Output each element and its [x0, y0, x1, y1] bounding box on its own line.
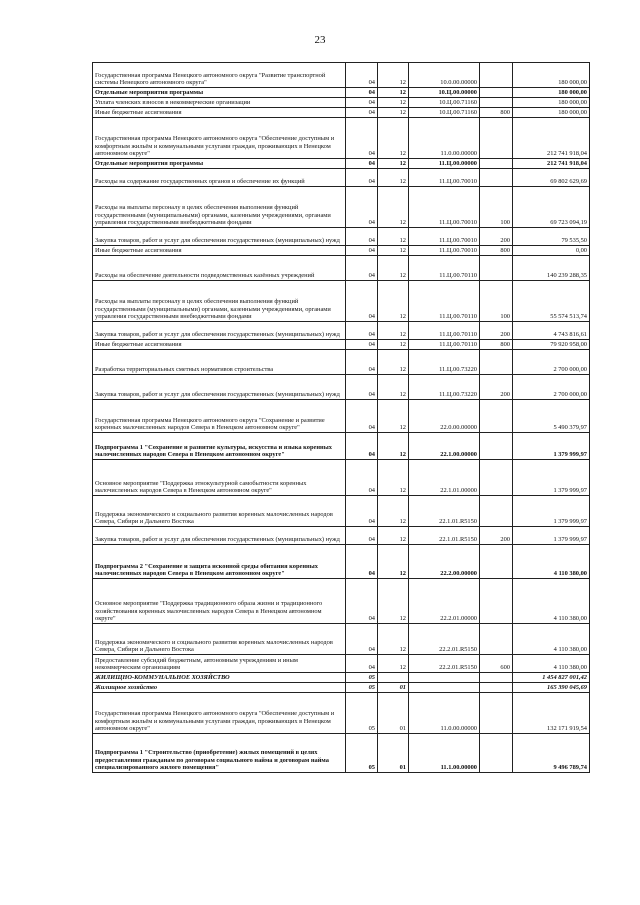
row-target-article: 22.1.01.00000 — [409, 460, 480, 496]
table-row — [93, 322, 590, 340]
row-expense-type: 600 — [480, 655, 513, 673]
row-expense-type — [480, 683, 513, 693]
row-target-article: 10.Ц.00.71160 — [409, 108, 480, 118]
table-row — [93, 88, 590, 98]
row-section-code: 04 — [346, 256, 378, 281]
row-amount: 4 110 380,00 — [513, 579, 590, 624]
row-expense-type — [480, 63, 513, 88]
row-target-article: 11.Ц.00.70010 — [409, 187, 480, 228]
table-row — [93, 734, 590, 773]
row-expense-type — [480, 98, 513, 108]
row-name: Закупка товаров, работ и услуг для обеспечения государственных (муниципальных) нужд — [93, 322, 346, 340]
row-section-code: 04 — [346, 579, 378, 624]
row-expense-type: 200 — [480, 322, 513, 340]
row-target-article: 11.Ц.00.70010 — [409, 169, 480, 187]
table-row — [93, 187, 590, 228]
row-target-article: 22.1.01.R5150 — [409, 496, 480, 527]
row-name: Разработка территориальных сметных нормативов строительства — [93, 350, 346, 375]
row-amount: 79 535,50 — [513, 228, 590, 246]
row-target-article: 22.1.01.R5150 — [409, 527, 480, 545]
row-subsection-code: 12 — [378, 350, 409, 375]
row-name: Отдельные мероприятия программы — [93, 159, 346, 169]
row-section-code: 04 — [346, 187, 378, 228]
row-section-code: 04 — [346, 322, 378, 340]
page-number: 23 — [314, 34, 326, 46]
row-section-code: 04 — [346, 118, 378, 159]
row-subsection-code: 12 — [378, 246, 409, 256]
row-expense-type — [480, 433, 513, 460]
row-section-code: 05 — [346, 673, 378, 683]
row-expense-type — [480, 118, 513, 159]
row-section-code: 05 — [346, 683, 378, 693]
row-target-article: 22.2.01.00000 — [409, 579, 480, 624]
row-amount: 1 379 999,97 — [513, 433, 590, 460]
row-section-code: 04 — [346, 340, 378, 350]
row-section-code: 04 — [346, 159, 378, 169]
row-name: Государственная программа Ненецкого автономного округа "Обеспечение доступным и комфортным жильём и коммунальными услугами граждан, проживающих в Ненецком автономном округе" — [93, 693, 346, 734]
row-amount: 1 379 999,97 — [513, 527, 590, 545]
table-row — [93, 169, 590, 187]
row-section-code: 05 — [346, 734, 378, 773]
table-row — [93, 118, 590, 159]
row-section-code: 04 — [346, 169, 378, 187]
row-target-article: 11.0.00.00000 — [409, 693, 480, 734]
row-subsection-code: 12 — [378, 169, 409, 187]
row-amount: 2 700 000,00 — [513, 375, 590, 400]
row-target-article: 22.2.01.R5150 — [409, 624, 480, 655]
row-name: Государственная программа Ненецкого автономного округа "Развитие транспортной системы Ненецкого автономного округа" — [93, 63, 346, 88]
row-target-article: 11.Ц.00.70110 — [409, 322, 480, 340]
row-target-article: 11.Ц.00.70010 — [409, 246, 480, 256]
row-expense-type — [480, 400, 513, 433]
row-amount: 1 379 999,97 — [513, 460, 590, 496]
row-subsection-code — [378, 673, 409, 683]
row-subsection-code: 12 — [378, 187, 409, 228]
table-row — [93, 693, 590, 734]
row-name: Предоставление субсидий бюджетным, автономным учреждениям и иным некоммерческим организациям — [93, 655, 346, 673]
row-target-article: 11.1.00.00000 — [409, 734, 480, 773]
table-row — [93, 460, 590, 496]
row-name: Расходы на обеспечение деятельности подведомственных казённых учреждений — [93, 256, 346, 281]
table-row — [93, 108, 590, 118]
row-name: ЖИЛИЩНО-КОММУНАЛЬНОЕ ХОЗЯЙСТВО — [93, 673, 346, 683]
table-row — [93, 683, 590, 693]
row-amount: 180 000,00 — [513, 63, 590, 88]
row-section-code: 04 — [346, 375, 378, 400]
row-subsection-code: 12 — [378, 655, 409, 673]
row-expense-type — [480, 460, 513, 496]
row-section-code: 04 — [346, 655, 378, 673]
row-expense-type: 800 — [480, 246, 513, 256]
row-amount: 69 802 629,69 — [513, 169, 590, 187]
row-subsection-code: 12 — [378, 88, 409, 98]
row-amount: 0,00 — [513, 246, 590, 256]
row-section-code: 04 — [346, 545, 378, 579]
row-subsection-code: 12 — [378, 340, 409, 350]
row-expense-type — [480, 88, 513, 98]
row-target-article: 11.Ц.00.00000 — [409, 159, 480, 169]
table-row — [93, 375, 590, 400]
row-section-code: 04 — [346, 246, 378, 256]
row-expense-type — [480, 545, 513, 579]
row-section-code: 04 — [346, 624, 378, 655]
row-amount: 4 743 816,61 — [513, 322, 590, 340]
row-subsection-code: 12 — [378, 579, 409, 624]
row-expense-type: 100 — [480, 281, 513, 322]
row-name: Расходы на выплаты персоналу в целях обеспечения выполнения функций государственными (муниципальными) органами, казенными учреждениями, органами управления государственными внебюджетными фондами — [93, 281, 346, 322]
row-section-code: 04 — [346, 63, 378, 88]
row-name: Закупка товаров, работ и услуг для обеспечения государственных (муниципальных) нужд — [93, 375, 346, 400]
table-row — [93, 545, 590, 579]
row-section-code: 04 — [346, 433, 378, 460]
table-row — [93, 246, 590, 256]
row-amount: 165 390 045,69 — [513, 683, 590, 693]
row-amount: 4 110 380,00 — [513, 655, 590, 673]
row-subsection-code: 01 — [378, 693, 409, 734]
row-section-code: 04 — [346, 108, 378, 118]
row-subsection-code: 12 — [378, 433, 409, 460]
row-subsection-code: 12 — [378, 375, 409, 400]
row-subsection-code: 12 — [378, 98, 409, 108]
row-amount: 9 496 789,74 — [513, 734, 590, 773]
row-name: Подпрограмма 1 "Сохранение и развитие культуры, искусства и языка коренных малочисленных народов Севера в Ненецком автономном округе" — [93, 433, 346, 460]
row-subsection-code: 12 — [378, 624, 409, 655]
row-section-code: 05 — [346, 693, 378, 734]
row-subsection-code: 12 — [378, 108, 409, 118]
row-amount: 5 490 379,97 — [513, 400, 590, 433]
row-expense-type — [480, 256, 513, 281]
row-name: Жилищное хозяйство — [93, 683, 346, 693]
row-name: Закупка товаров, работ и услуг для обеспечения государственных (муниципальных) нужд — [93, 527, 346, 545]
row-amount: 55 574 513,74 — [513, 281, 590, 322]
row-subsection-code: 01 — [378, 734, 409, 773]
row-name: Иные бюджетные ассигнования — [93, 340, 346, 350]
row-amount: 69 723 094,19 — [513, 187, 590, 228]
row-expense-type: 800 — [480, 340, 513, 350]
row-name: Государственная программа Ненецкого автономного округа "Сохранение и развитие коренных малочисленных народов Севера в Ненецком автономном округе" — [93, 400, 346, 433]
row-name: Подпрограмма 1 "Строительство (приобретение) жилых помещений в целях предоставления гражданам по договорам социального найма и договорам найма специализированного жилого помещения" — [93, 734, 346, 773]
row-name: Отдельные мероприятия программы — [93, 88, 346, 98]
row-subsection-code: 12 — [378, 281, 409, 322]
row-expense-type: 200 — [480, 375, 513, 400]
row-section-code: 04 — [346, 400, 378, 433]
row-target-article: 22.2.01.R5150 — [409, 655, 480, 673]
row-target-article: 10.0.00.00000 — [409, 63, 480, 88]
table-row — [93, 98, 590, 108]
table-row — [93, 340, 590, 350]
row-expense-type — [480, 734, 513, 773]
row-expense-type: 200 — [480, 527, 513, 545]
row-name: Уплата членских взносов в некоммерческие организации — [93, 98, 346, 108]
row-section-code: 04 — [346, 496, 378, 527]
table-row — [93, 496, 590, 527]
row-name: Основное мероприятие "Поддержка традиционного образа жизни и традиционного хозяйствования коренных малочисленных народов Севера в Ненецком автономном округе" — [93, 579, 346, 624]
table-row — [93, 655, 590, 673]
row-target-article: 11.Ц.00.70110 — [409, 340, 480, 350]
row-target-article: 11.Ц.00.73220 — [409, 375, 480, 400]
budget-table — [92, 62, 590, 773]
table-row — [93, 63, 590, 88]
row-subsection-code: 12 — [378, 256, 409, 281]
row-subsection-code: 12 — [378, 63, 409, 88]
row-amount: 180 000,00 — [513, 98, 590, 108]
table-row — [93, 281, 590, 322]
row-amount: 132 171 919,54 — [513, 693, 590, 734]
row-expense-type — [480, 624, 513, 655]
row-section-code: 04 — [346, 88, 378, 98]
table-row — [93, 673, 590, 683]
table-row — [93, 527, 590, 545]
row-section-code: 04 — [346, 98, 378, 108]
row-subsection-code: 12 — [378, 496, 409, 527]
row-name: Поддержка экономического и социального развития коренных малочисленных народов Севера, Сибири и Дальнего Востока — [93, 624, 346, 655]
row-target-article: 10.Ц.00.00000 — [409, 88, 480, 98]
table-row — [93, 579, 590, 624]
row-expense-type — [480, 693, 513, 734]
row-target-article: 11.Ц.00.73220 — [409, 350, 480, 375]
row-expense-type — [480, 169, 513, 187]
row-subsection-code: 12 — [378, 322, 409, 340]
row-expense-type — [480, 350, 513, 375]
row-amount: 180 000,00 — [513, 108, 590, 118]
row-amount: 4 110 380,00 — [513, 545, 590, 579]
row-target-article — [409, 673, 480, 683]
row-target-article — [409, 683, 480, 693]
row-amount: 212 741 918,04 — [513, 118, 590, 159]
row-amount: 1 379 999,97 — [513, 496, 590, 527]
row-amount: 1 454 827 001,42 — [513, 673, 590, 683]
row-name: Иные бюджетные ассигнования — [93, 246, 346, 256]
row-name: Иные бюджетные ассигнования — [93, 108, 346, 118]
table-row — [93, 256, 590, 281]
row-subsection-code: 12 — [378, 400, 409, 433]
table-row — [93, 400, 590, 433]
budget-table-body — [93, 63, 590, 773]
row-expense-type: 100 — [480, 187, 513, 228]
row-target-article: 11.Ц.00.70110 — [409, 256, 480, 281]
row-expense-type — [480, 159, 513, 169]
row-target-article: 22.0.00.00000 — [409, 400, 480, 433]
row-amount: 79 920 958,00 — [513, 340, 590, 350]
row-target-article: 10.Ц.00.71160 — [409, 98, 480, 108]
row-name: Закупка товаров, работ и услуг для обеспечения государственных (муниципальных) нужд — [93, 228, 346, 246]
row-name: Государственная программа Ненецкого автономного округа "Обеспечение доступным и комфортным жильём и коммунальными услугами граждан, проживающих в Ненецком автономном округе" — [93, 118, 346, 159]
row-amount: 4 110 380,00 — [513, 624, 590, 655]
row-section-code: 04 — [346, 460, 378, 496]
row-subsection-code: 12 — [378, 460, 409, 496]
table-row — [93, 159, 590, 169]
row-target-article: 11.Ц.00.70110 — [409, 281, 480, 322]
row-expense-type — [480, 673, 513, 683]
row-subsection-code: 12 — [378, 228, 409, 246]
row-subsection-code: 12 — [378, 527, 409, 545]
row-subsection-code: 01 — [378, 683, 409, 693]
row-subsection-code: 12 — [378, 545, 409, 579]
table-row — [93, 228, 590, 246]
row-name: Подпрограмма 2 "Сохранение и защита исконной среды обитания коренных малочисленных народов Севера в Ненецком автономном округе" — [93, 545, 346, 579]
row-section-code: 04 — [346, 228, 378, 246]
row-name: Основное мероприятие "Поддержка этнокультурной самобытности коренных малочисленных народов Севера в Ненецком автономном округе" — [93, 460, 346, 496]
row-amount: 212 741 918,04 — [513, 159, 590, 169]
row-section-code: 04 — [346, 281, 378, 322]
row-name: Расходы на содержание государственных органов и обеспечение их функций — [93, 169, 346, 187]
row-target-article: 22.1.00.00000 — [409, 433, 480, 460]
row-section-code: 04 — [346, 527, 378, 545]
row-expense-type — [480, 579, 513, 624]
row-expense-type — [480, 496, 513, 527]
row-section-code: 04 — [346, 350, 378, 375]
row-target-article: 11.Ц.00.70010 — [409, 228, 480, 246]
row-subsection-code: 12 — [378, 118, 409, 159]
row-expense-type: 800 — [480, 108, 513, 118]
table-row — [93, 433, 590, 460]
table-row — [93, 624, 590, 655]
row-name: Расходы на выплаты персоналу в целях обеспечения выполнения функций государственными (муниципальными) органами, казенными учреждениями, органами управления государственными внебюджетными фондами — [93, 187, 346, 228]
row-expense-type: 200 — [480, 228, 513, 246]
row-amount: 2 700 000,00 — [513, 350, 590, 375]
row-subsection-code: 12 — [378, 159, 409, 169]
row-amount: 140 239 288,35 — [513, 256, 590, 281]
row-target-article: 11.0.00.00000 — [409, 118, 480, 159]
table-row — [93, 350, 590, 375]
row-amount: 180 000,00 — [513, 88, 590, 98]
row-name: Поддержка экономического и социального развития коренных малочисленных народов Севера, Сибири и Дальнего Востока — [93, 496, 346, 527]
row-target-article: 22.2.00.00000 — [409, 545, 480, 579]
